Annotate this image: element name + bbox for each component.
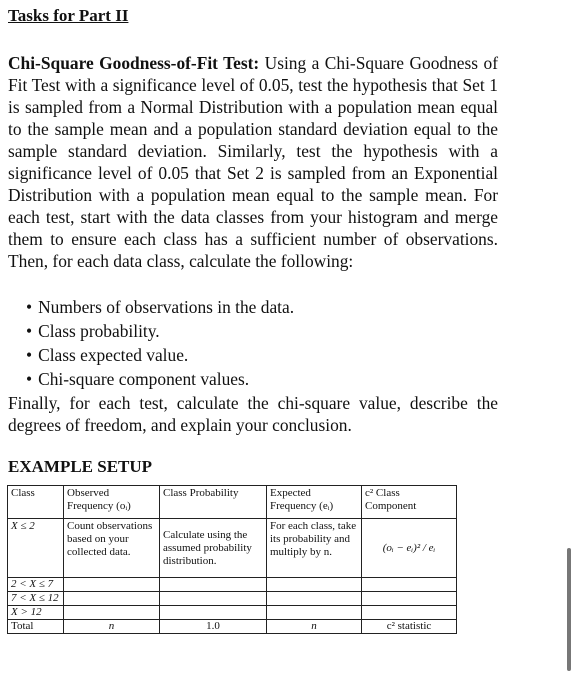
- header-observed: Observed Frequency (oᵢ): [64, 486, 160, 519]
- observed-cell: [64, 592, 160, 606]
- header-probability: Class Probability: [160, 486, 267, 519]
- section-heading: Tasks for Part II: [8, 6, 129, 25]
- header-component: c² Class Component: [362, 486, 457, 519]
- example-setup-title: EXAMPLE SETUP: [8, 457, 153, 476]
- list-item: • Class expected value.: [26, 343, 294, 367]
- class-cell: X > 12: [8, 606, 64, 620]
- example-table: [7, 485, 457, 634]
- calculation-list: [26, 295, 294, 391]
- component-cell: [362, 592, 457, 606]
- probability-cell: [160, 578, 267, 592]
- component-cell: [362, 578, 457, 592]
- table-row: [8, 519, 457, 578]
- test-name: Chi-Square Goodness-of-Fit Test:: [8, 53, 260, 73]
- observed-cell: Count observations based on your collected data.: [64, 519, 160, 578]
- expected-cell: [267, 578, 362, 592]
- table-total-row: [8, 620, 457, 634]
- table-row: [8, 578, 457, 592]
- component-cell: (oᵢ − eᵢ)² / eᵢ: [362, 519, 457, 578]
- total-observed: n: [64, 620, 160, 634]
- observed-cell: [64, 606, 160, 620]
- table-header-row: [8, 486, 457, 519]
- class-cell: 2 < X ≤ 7: [8, 578, 64, 592]
- instructions-paragraph: [8, 52, 498, 272]
- table-row: [8, 592, 457, 606]
- expected-cell: For each class, take its probability and multiply by n.: [267, 519, 362, 578]
- expected-cell: [267, 606, 362, 620]
- probability-cell: [160, 606, 267, 620]
- total-expected: n: [267, 620, 362, 634]
- probability-cell: Calculate using the assumed probability distribution.: [160, 519, 267, 578]
- instructions-text: Using a Chi-Square Goodness of Fit Test with a significance level of 0.05, test the hypothesis that Set 1 is sampled from a Normal Distribution with a population mean equal to the sample mean and a population standard deviation equal to the sample standard deviation. Similarly, test the hypothesis with a significance level of 0.05 that Set 2 is sampled from an Exponential Distribution with a population mean equal to the sample mean. For each test, start with the data classes from your histogram and merge them to ensure each class has a sufficient number of observations. Then, for each data class, calculate the following:: [8, 53, 498, 271]
- list-item: • Numbers of observations in the data.: [26, 295, 294, 319]
- table-row: [8, 606, 457, 620]
- observed-cell: [64, 578, 160, 592]
- list-item: • Class probability.: [26, 319, 294, 343]
- probability-cell: [160, 592, 267, 606]
- total-component: c² statistic: [362, 620, 457, 634]
- class-cell: 7 < X ≤ 12: [8, 592, 64, 606]
- header-expected: Expected Frequency (eᵢ): [267, 486, 362, 519]
- total-probability: 1.0: [160, 620, 267, 634]
- expected-cell: [267, 592, 362, 606]
- list-item: • Chi-square component values.: [26, 367, 294, 391]
- header-class: Class: [8, 486, 64, 519]
- component-cell: [362, 606, 457, 620]
- scrollbar[interactable]: [567, 548, 571, 671]
- conclusion-paragraph: Finally, for each test, calculate the chi-square value, describe the degrees of freedom, and explain your conclusion.: [8, 393, 498, 435]
- class-cell: X ≤ 2: [8, 519, 64, 578]
- total-label: Total: [8, 620, 64, 634]
